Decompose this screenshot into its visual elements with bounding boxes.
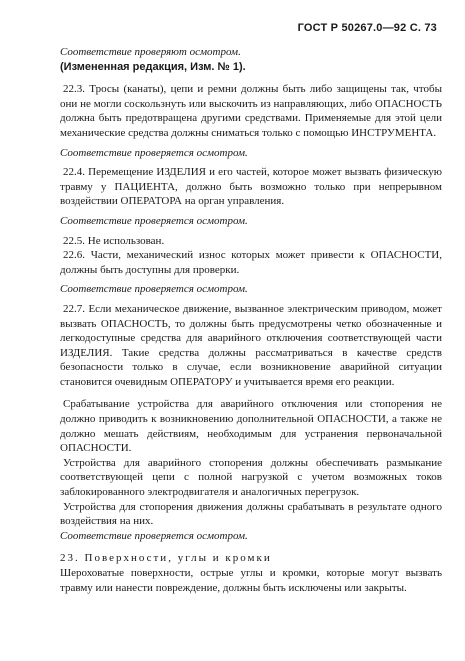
compliance-note: Соответствие проверяется осмотром. xyxy=(60,214,248,227)
paragraph: Срабатывание устройства для аварийного отключения или стопорения не должно приводить к возникновению дополнительной ОПАСНОСТИ, а также не должно мешать действиям, необходимым для устранения первоначальной ОПАСНОСТИ. xyxy=(60,398,442,455)
compliance-note: Соответствие проверяется осмотром. xyxy=(60,283,248,296)
page-header: ГОСТ Р 50267.0—92 С. 73 xyxy=(297,22,437,34)
paragraph: Устройства для аварийного стопорения должны обеспечивать размыкание соответствующей цепи с полной нагрузкой с учетом возможных токов заблокированного электродвигателя и аналогичных перегрузок. xyxy=(60,456,442,499)
document-body xyxy=(60,40,442,595)
paragraph: 22.7. Если механическое движение, вызванное электрическим приводом, может вызвать ОПАСНОСТЬ, то должны быть предусмотрены четко обозначенные и легкодоступные средства для аварийного отключения соответствующей части ИЗДЕЛИЯ. Такие средства должны рассматриваться в качестве средств безопасности только в случае, если возникновение аварийной ситуации становится очевидным ОПЕРАТОРУ и учитывается время его реакции. xyxy=(60,302,442,388)
paragraph: 22.6. Части, механический износ которых может привести к ОПАСНОСТИ, должны быть доступны для проверки. xyxy=(60,249,442,276)
paragraph: 22.4. Перемещение ИЗДЕЛИЯ и его частей, которое может вызвать физическую травму у ПАЦИЕНТА, должно быть возможно только при непрерывном воздействии ОПЕРАТОРА на орган управления. xyxy=(60,166,442,208)
paragraph: Устройства для стопорения движения должны срабатывать в результате одного воздействия на них. xyxy=(60,500,442,528)
paragraph: 22.5. Не использован. xyxy=(63,234,165,247)
amendment-note: (Измененная редакция, Изм. № 1). xyxy=(60,60,246,73)
compliance-note: Соответствие проверяется осмотром. xyxy=(60,146,248,159)
paragraph: 22.3. Тросы (канаты), цепи и ремни должны быть либо защищены так, чтобы они не могли соскользнуть или выскочить из направляющих, либо ОПАСНОСТЬ должна быть предотвращена другими средствами. Применяемые для этой цели механические средства должны сниматься только с помощью ИНСТРУМЕНТА. xyxy=(60,83,442,139)
compliance-note: Соответствие проверяется осмотром. xyxy=(60,529,248,542)
compliance-note: Соответствие проверяют осмотром. xyxy=(60,46,241,58)
section-heading: 23. Поверхности, углы и кромки xyxy=(60,552,272,565)
paragraph: Шероховатые поверхности, острые углы и кромки, которые могут вызвать травму или нанести повреждение, должны быть исключены или закрыты. xyxy=(60,567,442,594)
